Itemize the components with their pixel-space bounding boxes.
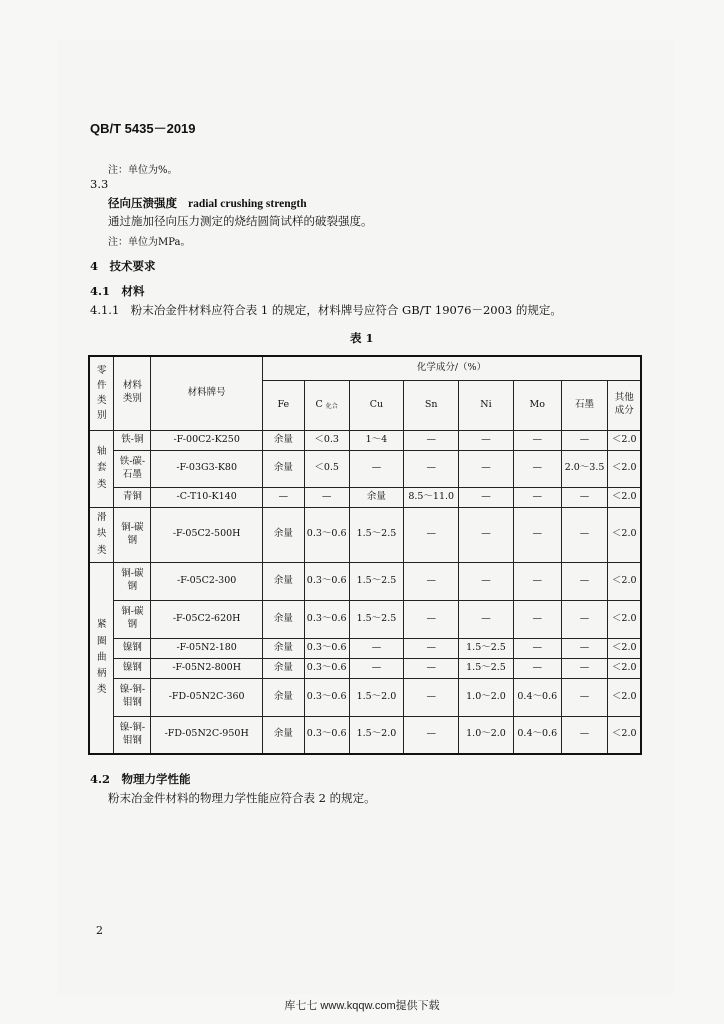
- table-cell: —: [513, 450, 561, 487]
- table-cell: 余量: [262, 716, 304, 754]
- header-cu: Cu: [349, 380, 404, 430]
- term-zh: 径向压溃强度: [108, 196, 177, 210]
- table-cell: —: [404, 678, 459, 716]
- table-cell: 0.4～0.6: [513, 716, 561, 754]
- table-cell: —: [349, 638, 404, 658]
- table-cell: —: [404, 638, 459, 658]
- table-row: [89, 638, 641, 658]
- table-cell: 铜-碳钢: [114, 600, 151, 638]
- group-cell: 轴套类: [89, 430, 114, 507]
- table-cell: —: [459, 507, 514, 562]
- table-cell: -F-05C2-620H: [151, 600, 263, 638]
- table-cell: ＜2.0: [608, 430, 641, 450]
- table-cell: 1.5～2.5: [459, 658, 514, 678]
- table-cell: 0.4～0.6: [513, 678, 561, 716]
- table-cell: —: [404, 600, 459, 638]
- table-cell: -F-05C2-500H: [151, 507, 263, 562]
- table-cell: 1.5～2.0: [349, 678, 404, 716]
- table-cell: 0.3～0.6: [304, 716, 349, 754]
- table-cell: —: [304, 487, 349, 507]
- table-cell: 余量: [262, 678, 304, 716]
- table-cell: ＜2.0: [608, 600, 641, 638]
- table-cell: 0.3～0.6: [304, 638, 349, 658]
- table-cell: —: [561, 658, 608, 678]
- table-cell: 0.3～0.6: [304, 678, 349, 716]
- table-cell: ＜2.0: [608, 716, 641, 754]
- table-cell: —: [459, 600, 514, 638]
- table-cell: 镍钢: [114, 658, 151, 678]
- header-other: 其他成分: [608, 380, 641, 430]
- header-sn: Sn: [404, 380, 459, 430]
- table-cell: ＜2.0: [608, 507, 641, 562]
- table-cell: —: [513, 562, 561, 600]
- table-cell: —: [459, 430, 514, 450]
- table-cell: 铁-碳-石墨: [114, 450, 151, 487]
- table-cell: 铜-碳钢: [114, 562, 151, 600]
- table-cell: —: [459, 450, 514, 487]
- table-cell: —: [561, 678, 608, 716]
- table-cell: ＜2.0: [608, 562, 641, 600]
- table-cell: —: [513, 600, 561, 638]
- header-part-category: 零件类别: [89, 356, 114, 430]
- header-ni: Ni: [459, 380, 514, 430]
- table-cell: 1.5～2.5: [459, 638, 514, 658]
- table-cell: 1.5～2.5: [349, 562, 404, 600]
- table-cell: 1～4: [349, 430, 404, 450]
- header-chemical-composition: 化学成分/（%）: [262, 356, 641, 380]
- material-table: [88, 355, 642, 755]
- table-cell: 0.3～0.6: [304, 600, 349, 638]
- table-cell: 镍-铜-钼钢: [114, 678, 151, 716]
- table-cell: —: [404, 450, 459, 487]
- table-cell: —: [262, 487, 304, 507]
- table-cell: 余量: [262, 600, 304, 638]
- table-cell: 2.0～3.5: [561, 450, 608, 487]
- header-material-grade: 材料牌号: [151, 356, 263, 430]
- table-cell: 1.5～2.5: [349, 600, 404, 638]
- header-material-category: 材料类别: [114, 356, 151, 430]
- header-graphite: 石墨: [561, 380, 608, 430]
- note-unit-percent: 注：单位为%。: [108, 165, 178, 176]
- table-cell: 余量: [262, 450, 304, 487]
- group-cell: 紧圈曲柄类: [89, 562, 114, 754]
- section-4-2-text: 粉末冶金件材料的物理力学性能应符合表 2 的规定。: [108, 791, 376, 805]
- table-cell: ＜0.3: [304, 430, 349, 450]
- table-cell: —: [349, 450, 404, 487]
- table-cell: 余量: [262, 638, 304, 658]
- table-cell: —: [561, 487, 608, 507]
- table-cell: —: [404, 507, 459, 562]
- table-cell: —: [561, 562, 608, 600]
- table-cell: ＜2.0: [608, 487, 641, 507]
- table-cell: ＜0.5: [304, 450, 349, 487]
- table-cell: —: [404, 430, 459, 450]
- table-cell: —: [459, 487, 514, 507]
- table-row: [89, 678, 641, 716]
- section-4-1-title: 4.1 材料: [90, 284, 145, 298]
- group-cell: 滑块类: [89, 507, 114, 562]
- table-cell: 余量: [262, 562, 304, 600]
- table-cell: -F-03G3-K80: [151, 450, 263, 487]
- header-c: C 化合: [304, 380, 349, 430]
- table-cell: -F-05N2-180: [151, 638, 263, 658]
- header-mo: Mo: [513, 380, 561, 430]
- table-cell: 青铜: [114, 487, 151, 507]
- table-row: [89, 487, 641, 507]
- term-definition: 通过施加径向压力测定的烧结圆筒试样的破裂强度。: [108, 214, 373, 228]
- section-4-title: 4 技术要求: [90, 259, 156, 273]
- table-row: [89, 507, 641, 562]
- table-cell: —: [513, 638, 561, 658]
- table-cell: ＜2.0: [608, 450, 641, 487]
- page-number: 2: [96, 924, 103, 937]
- table-cell: —: [513, 658, 561, 678]
- table-cell: -C-T10-K140: [151, 487, 263, 507]
- table-cell: -F-00C2-K250: [151, 430, 263, 450]
- table-cell: —: [513, 487, 561, 507]
- header-fe: Fe: [262, 380, 304, 430]
- table-cell: 铜-碳钢: [114, 507, 151, 562]
- clause-number-3-3: 3.3: [90, 177, 109, 191]
- table-cell: 铁-铜: [114, 430, 151, 450]
- download-footer-link[interactable]: 库七七 www.kqqw.com提供下载: [284, 1000, 440, 1012]
- table-cell: —: [349, 658, 404, 678]
- table-cell: -FD-05N2C-950H: [151, 716, 263, 754]
- table-cell: ＜2.0: [608, 638, 641, 658]
- clause-4-1-1-text: 4.1.1 粉末冶金件材料应符合表 1 的规定，材料牌号应符合 GB/T 19076－2003 的规定。: [90, 303, 562, 317]
- table-cell: 镍-铜-钼钢: [114, 716, 151, 754]
- table-cell: —: [561, 507, 608, 562]
- table-row: [89, 600, 641, 638]
- table-cell: 8.5～11.0: [404, 487, 459, 507]
- table-cell: -FD-05N2C-360: [151, 678, 263, 716]
- term-en: radial crushing strength: [187, 198, 307, 210]
- table-cell: 余量: [349, 487, 404, 507]
- table-cell: ＜2.0: [608, 658, 641, 678]
- table-cell: —: [561, 430, 608, 450]
- table-cell: —: [459, 562, 514, 600]
- table-cell: 0.3～0.6: [304, 562, 349, 600]
- table-cell: 1.5～2.0: [349, 716, 404, 754]
- table-cell: —: [561, 600, 608, 638]
- table-row: [89, 658, 641, 678]
- table-row: [89, 450, 641, 487]
- table-cell: —: [513, 507, 561, 562]
- table-cell: —: [513, 430, 561, 450]
- table-cell: 余量: [262, 507, 304, 562]
- table-cell: 0.3～0.6: [304, 507, 349, 562]
- table-cell: —: [404, 658, 459, 678]
- table-row: [89, 716, 641, 754]
- table-cell: —: [561, 716, 608, 754]
- table-cell: 1.0～2.0: [459, 716, 514, 754]
- table-cell: 余量: [262, 658, 304, 678]
- table-cell: —: [404, 562, 459, 600]
- table-cell: -F-05C2-300: [151, 562, 263, 600]
- table-cell: 0.3～0.6: [304, 658, 349, 678]
- section-4-2-title: 4.2 物理力学性能: [90, 772, 191, 786]
- table-cell: 1.5～2.5: [349, 507, 404, 562]
- term-line: [108, 195, 307, 211]
- table-row: [89, 562, 641, 600]
- table-cell: —: [561, 638, 608, 658]
- table-cell: 余量: [262, 430, 304, 450]
- table-cell: —: [404, 716, 459, 754]
- note-unit-mpa: 注：单位为MPa。: [108, 237, 191, 248]
- table-cell: 镍钢: [114, 638, 151, 658]
- table-caption: 表 1: [350, 331, 374, 345]
- standard-code: QB/T 5435－2019: [90, 121, 196, 136]
- table-row: [89, 430, 641, 450]
- table-cell: 1.0～2.0: [459, 678, 514, 716]
- table-cell: ＜2.0: [608, 678, 641, 716]
- table-cell: -F-05N2-800H: [151, 658, 263, 678]
